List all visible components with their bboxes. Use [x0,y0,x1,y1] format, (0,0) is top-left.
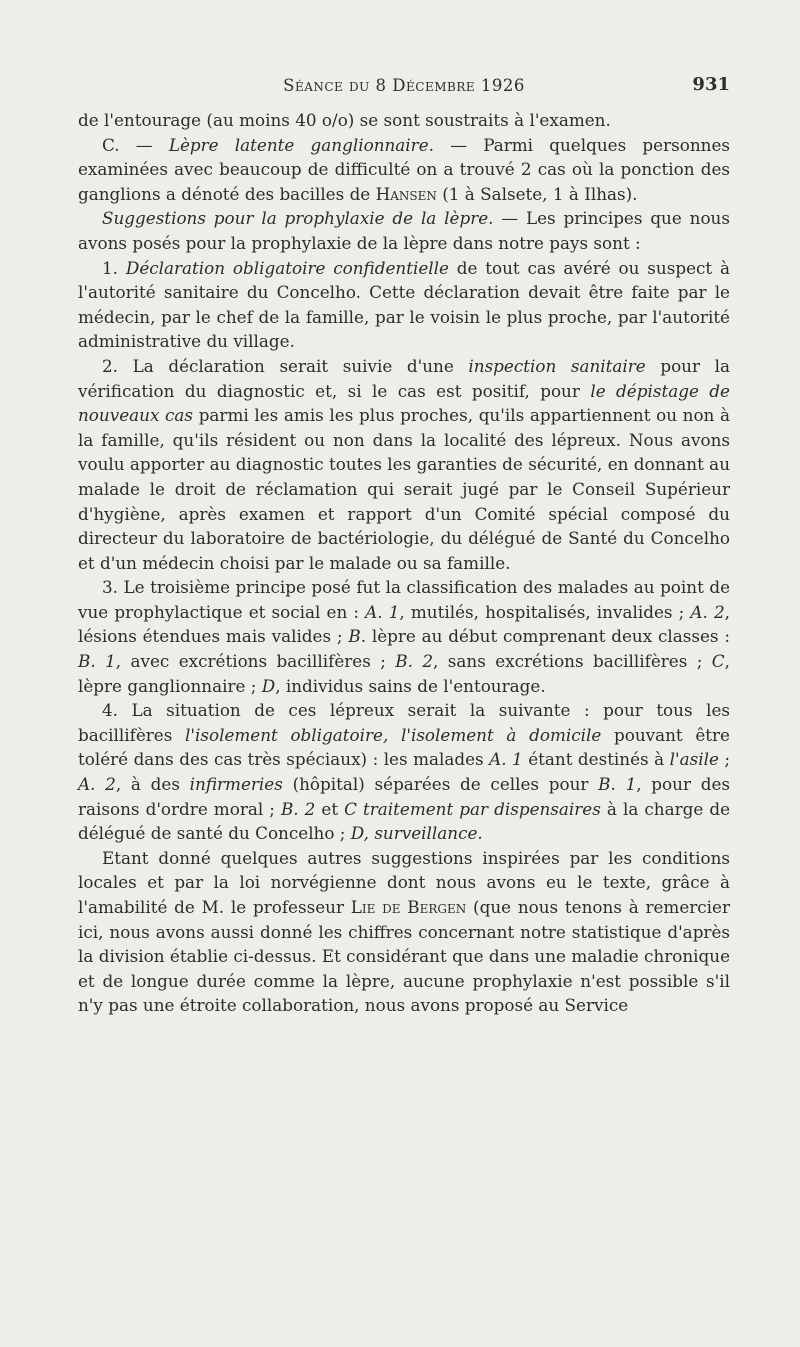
paragraph-4: 1. Déclaration obligatoire confidentielle de tout cas avéré ou suspect à l'autorité sanitaire du Concelho. Cette déclaration devait être faite par le médecin, par le chef de la famille, par le voisin le plus proche, par l'autorité administrative du village. [78,257,730,352]
body-text [78,108,730,1018]
paragraph-1: de l'entourage (au moins 40 o/o) se sont soustraits à l'examen. [78,110,611,130]
paragraph-7: 4. La situation de ces lépreux serait la suivante : pour tous les bacillifères l'isolement obligatoire, l'isolement à domicile pouvant être toléré dans des cas très spéciaux) : les malades A. 1 étant destinés à l'asile ; A. 2, à des infirmeries (hôpital) séparées de celles pour B. 1, pour des raisons d'ordre moral ; B. 2 et C traitement par dispensaires à la charge de délégué de santé du Concelho ; D, surveillance. [78,700,731,844]
page-number: 931 [692,74,730,95]
running-head [78,70,730,100]
paragraph-5: 2. La déclaration serait suivie d'une inspection sanitaire pour la vérification du diagnostic et, si le cas est positif, pour le dépistage de nouveaux cas parmi les amis les plus proches, qu'ils appartiennent ou non à la famille, qu'ils résident ou non dans la localité des lépreux. Nous avons voulu apporter au diagnostic toutes les garanties de sécurité, en donnant au malade le droit de réclamation qui serait jugé par le Conseil Supérieur d'hygiène, après examen et rapport d'un Comité spécial composé du directeur du laboratoire de bactériologie, du délégué de Santé du Concelho et d'un médecin choisi par le malade ou sa famille. [78,355,730,573]
paragraph-6: 3. Le troisième principe posé fut la classification des malades au point de vue prophylactique et social en : A. 1, mutilés, hospitalisés, invalides ; A. 2, lésions étendues mais valides ; B. lèpre au début comprenant deux classes : B. 1, avec excrétions bacillifères ; B. 2, sans excrétions bacillifères ; C, lèpre ganglionnaire ; D, individus sains de l'entourage. [78,577,731,696]
paragraph-2: C. — Lèpre latente ganglionnaire. — Parmi quelques personnes examinées avec beaucoup de difficulté on a trouvé 2 cas où la ponction des ganglions a dénoté des bacilles de Hansen (1 à Salsete, 1 à Ilhas). [78,134,730,204]
running-title: Séance du 8 Décembre 1926 [283,76,525,95]
page [78,70,730,1018]
paragraph-3: Suggestions pour la prophylaxie de la lèpre. — Les principes que nous avons posés pour la prophylaxie de la lèpre dans notre pays sont : [78,208,730,253]
paragraph-8: Etant donné quelques autres suggestions inspirées par les conditions locales et par la loi norvégienne dont nous avons eu le texte, grâce à l'amabilité de M. le professeur Lie de Bergen (que nous tenons à remercier ici, nous avons aussi donné les chiffres concernant notre statistique d'après la division établie ci-dessus. Et considérant que dans une maladie chronique et de longue durée comme la lèpre, aucune prophylaxie n'est possible s'il n'y pas une étroite collaboration, nous avons proposé au Service [78,847,730,1016]
